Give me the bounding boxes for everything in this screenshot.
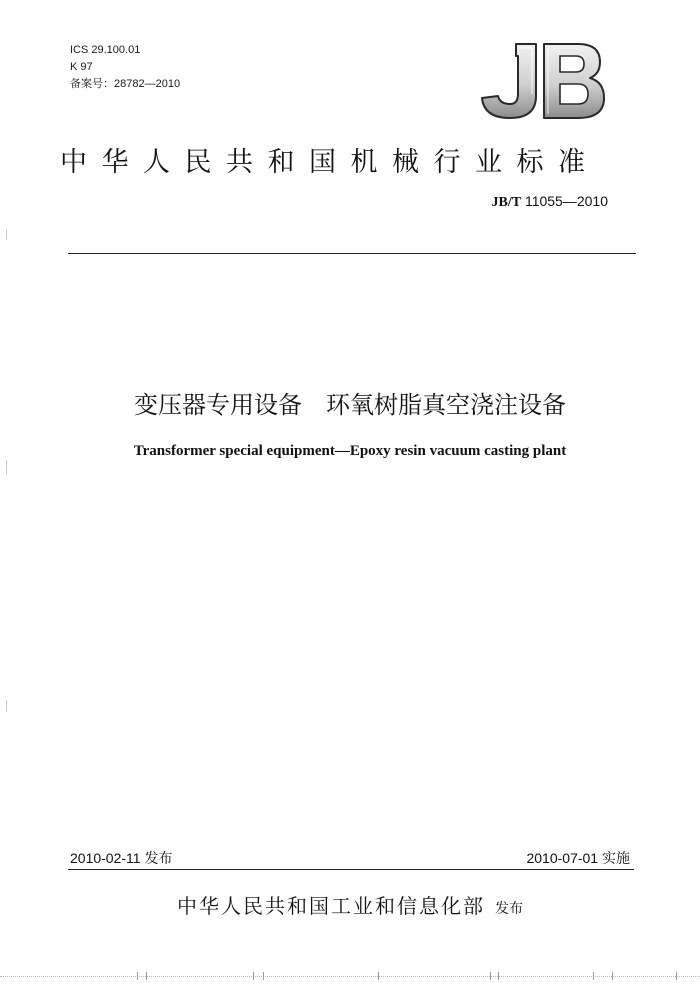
issuer-line [0, 890, 700, 919]
document-title-chinese: 变压器专用设备 环氧树脂真空浇注设备 [134, 391, 566, 419]
document-title-english: Transformer special equipment—Epoxy resin vacuum casting plant [133, 443, 567, 459]
jb-logo [468, 38, 608, 124]
scan-mark [676, 972, 677, 980]
scan-mark [378, 972, 379, 980]
standard-prefix: JB/T [491, 195, 522, 210]
scan-mark [6, 230, 7, 240]
scan-mark [498, 972, 499, 980]
issuing-ministry: 中华人民共和国工业和信息化部 [177, 894, 485, 918]
scan-mark [137, 972, 138, 980]
scan-edge-line [0, 976, 700, 977]
scan-mark [146, 972, 147, 980]
ics-code: ICS 29.100.01 [70, 44, 141, 56]
header-divider [68, 253, 636, 254]
scan-mark [490, 972, 491, 980]
scan-mark [612, 972, 613, 980]
implement-date: 2010-07-01 实施 [526, 850, 630, 866]
organization-title: 中华人民共和国机械行业标准 [60, 147, 600, 178]
scan-mark [263, 972, 264, 980]
scan-mark [593, 972, 594, 980]
scan-mark [253, 972, 254, 980]
standard-number: 11055—2010 [524, 193, 608, 209]
standard-code [491, 193, 608, 211]
publish-date: 2010-02-11 发布 [70, 850, 173, 866]
issued-label: 发布 [495, 901, 523, 917]
scan-mark [6, 700, 7, 712]
scan-mark [6, 460, 7, 474]
category-code: K 97 [70, 61, 93, 73]
record-number: 备案号：28782—2010 [70, 78, 181, 90]
footer-divider [68, 869, 634, 870]
